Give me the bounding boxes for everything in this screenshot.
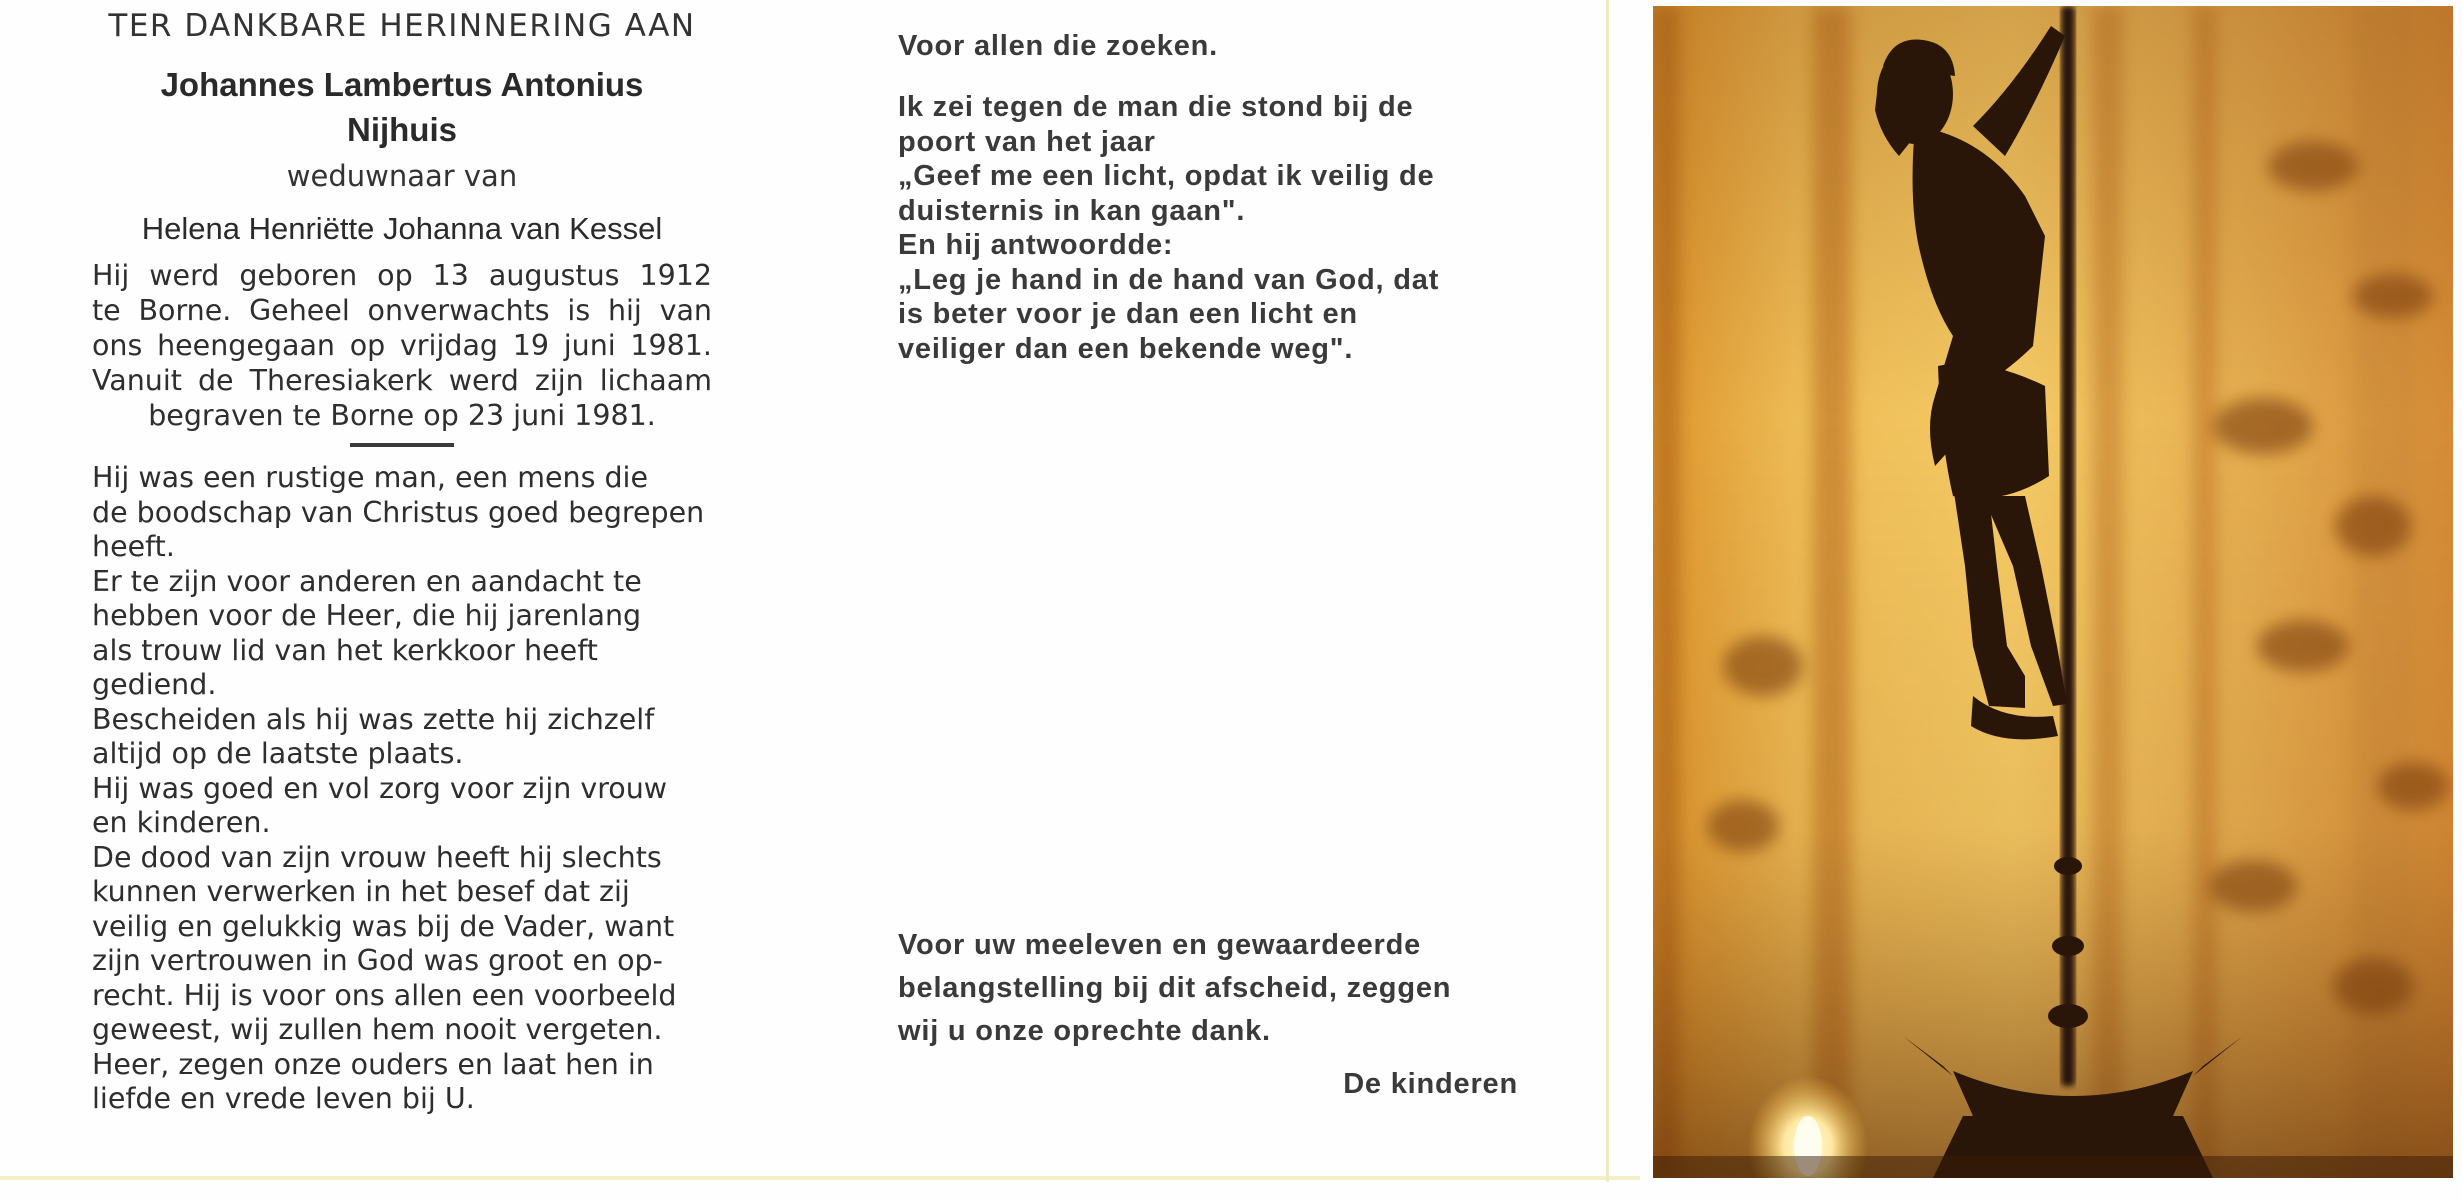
life-dates-line: te Borne. Geheel onverwachts is hij van <box>92 294 712 327</box>
tribute-line: Hij was goed en vol zorg voor zijn vrouw <box>92 771 668 805</box>
tribute-line: Heer, zegen onze ouders en laat hen in <box>92 1047 654 1081</box>
tribute-line: altijd op de laatste plaats. <box>92 737 464 770</box>
obituary-column <box>92 0 712 1117</box>
tribute-line: recht. Hij is voor ons allen een voorbeeld <box>92 978 677 1012</box>
thanks-line: Voor uw meeleven en gewaardeerde <box>898 929 1422 961</box>
life-dates-paragraph <box>92 258 712 433</box>
tribute-line: als trouw lid van het kerkkoor heeft <box>92 633 598 667</box>
tribute-line: Er te zijn voor anderen en aandacht te <box>92 564 642 598</box>
poem-line: En hij antwoordde: <box>898 229 1174 261</box>
signature: De kinderen <box>1343 1068 1518 1100</box>
poem-line: duisternis in kan gaan". <box>898 194 1246 227</box>
tribute-line: liefde en vrede leven bij U. <box>92 1082 475 1115</box>
thanks-text <box>898 924 1451 1053</box>
tribute-line: de boodschap van Christus goed begrepen <box>92 495 705 529</box>
tribute-line: hebben voor de Heer, die hij jarenlang <box>92 599 642 632</box>
poem-line: „Leg je hand in de hand van God, dat <box>898 263 1440 296</box>
tribute-line: Hij was een rustige man, een mens die <box>92 461 649 494</box>
thanks-line: wij u onze oprechte dank. <box>898 1015 1271 1047</box>
life-dates-line: begraven te Borne op 23 juni 1981. <box>148 399 656 432</box>
tribute-line: en kinderen. <box>92 806 271 839</box>
tribute-line: gediend. <box>92 668 217 701</box>
tribute-line: De dood van zijn vrouw heeft hij slechts <box>92 840 662 874</box>
crucifix-photo-graphic <box>1653 6 2453 1178</box>
tribute-line: heeft. <box>92 530 175 563</box>
tribute-line: zijn vertrouwen in God was groot en op- <box>92 944 663 977</box>
fold-line <box>1606 0 1609 1182</box>
deceased-name-line-2: Nijhuis <box>346 111 457 148</box>
tribute-line: Bescheiden als hij was zette hij zichzelf <box>92 702 655 736</box>
thanks-line: belangstelling bij dit afscheid, zeggen <box>898 972 1452 1004</box>
poem-text <box>898 90 1439 366</box>
tribute-line: kunnen verwerken in het besef dat zij <box>92 875 630 908</box>
poem-line: is beter voor je dan een licht en <box>898 298 1358 330</box>
crucifix-photo <box>1653 6 2453 1178</box>
poem-line: poort van het jaar <box>898 125 1156 158</box>
deceased-name <box>92 62 712 152</box>
bottom-edge-rule <box>0 1176 1640 1180</box>
life-dates-line: Hij werd geboren op 13 augustus 1912 <box>92 259 712 292</box>
poem-line: „Geef me een licht, opdat ik veilig de <box>898 160 1435 192</box>
tribute-paragraph <box>92 461 712 1117</box>
life-dates-line: ons heengegaan op vrijdag 19 juni 1981. <box>92 329 712 362</box>
poem-title: Voor allen die zoeken. <box>898 30 1219 62</box>
poem-line: veiliger dan een bekende weg". <box>898 332 1354 365</box>
tribute-line: veilig en gelukkig was bij de Vader, want <box>92 909 675 943</box>
poem-line: Ik zei tegen de man die stond bij de <box>898 91 1414 123</box>
widow-label: weduwnaar van <box>286 159 518 193</box>
section-divider <box>350 443 454 447</box>
card-header: TER DANKBARE HERINNERING AAN <box>108 8 696 44</box>
life-dates-line: Vanuit de Theresiakerk werd zijn lichaam <box>92 364 712 397</box>
deceased-name-line-1: Johannes Lambertus Antonius <box>160 66 644 103</box>
spouse-name: Helena Henriëtte Johanna van Kessel <box>141 211 663 246</box>
tribute-line: geweest, wij zullen hem nooit vergeten. <box>92 1013 663 1046</box>
